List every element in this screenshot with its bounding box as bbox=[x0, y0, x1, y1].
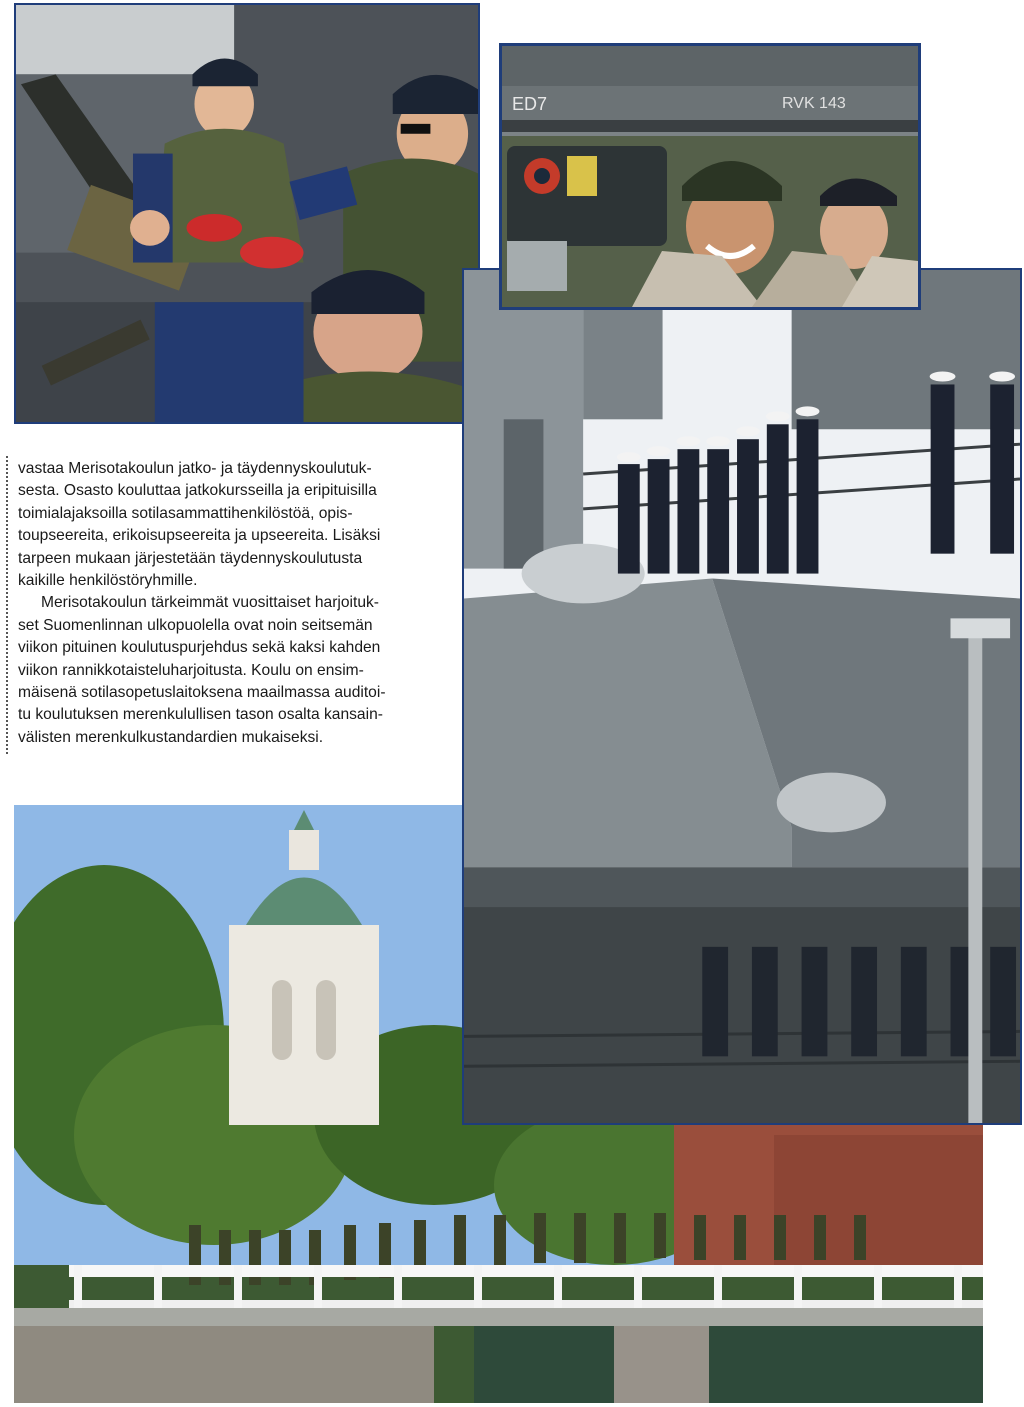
text-line: mäisenä sotilasopetuslaitoksena maailmassa auditoi- bbox=[18, 684, 386, 702]
paragraph-1 bbox=[18, 458, 454, 592]
text-line: välisten merenkulkustandardien mukaiseksi. bbox=[18, 728, 324, 746]
hull-marking-left: ED7 bbox=[512, 94, 548, 114]
article-body bbox=[18, 458, 454, 749]
deck-gun-illustration bbox=[16, 5, 478, 422]
text-line: tarpeen mukaan järjestetään täydennyskoulutusta bbox=[18, 549, 363, 567]
photo-ship-crew-lined-up bbox=[462, 268, 1022, 1125]
dotted-rule bbox=[6, 456, 8, 754]
text-line: viikon pituinen koulutuspurjehdus sekä kaksi kahden bbox=[18, 639, 381, 657]
photo-cadets-at-deck-gun bbox=[14, 3, 480, 424]
text-line: Merisotakoulun tärkeimmät vuosittaiset harjoituk- bbox=[41, 594, 379, 612]
article-text-column bbox=[6, 440, 454, 760]
photo-smiling-cadet bbox=[499, 43, 921, 310]
text-line: viikon rannikkotaisteluharjoitusta. Koulu on ensim- bbox=[18, 661, 364, 679]
text-line: set Suomenlinnan ulkopuolella ovat noin seitsemän bbox=[18, 616, 373, 634]
paragraph-2 bbox=[18, 592, 454, 749]
text-line: sesta. Osasto kouluttaa jatkokursseilla ja eripituisilla bbox=[18, 482, 377, 500]
ship-illustration bbox=[464, 270, 1020, 1123]
smiling-cadet-illustration bbox=[502, 46, 918, 307]
text-line: kaikille henkilöstöryhmille. bbox=[18, 572, 198, 590]
hull-marking-right: RVK 143 bbox=[782, 95, 846, 112]
text-line: vastaa Merisotakoulun jatko- ja täydennyskoulutuk- bbox=[18, 460, 372, 477]
text-line: toimialajaksoilla sotilasammattihenkilöstöä, opis- bbox=[18, 504, 353, 522]
text-line: toupseereita, erikoisupseereita ja upseereita. Lisäksi bbox=[18, 527, 381, 545]
text-line: tu koulutuksen merenkulullisen tason osalta kansain- bbox=[18, 706, 383, 724]
